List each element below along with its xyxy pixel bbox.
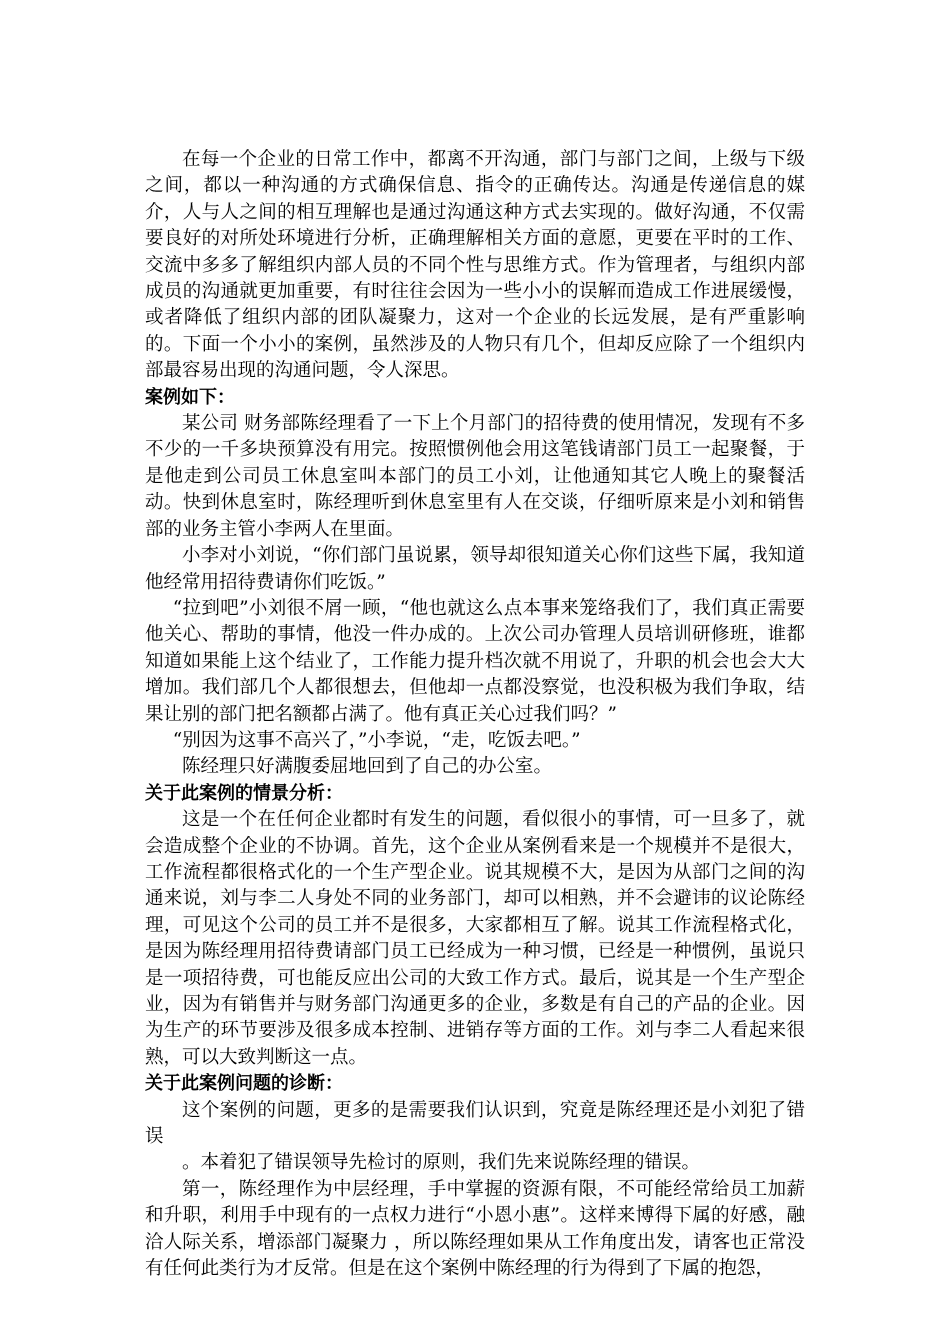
document-page: [145, 147, 805, 1282]
heading-diagnosis: 关于此案例问题的诊断：: [145, 1073, 343, 1095]
heading-case: 案例如下：: [145, 386, 235, 408]
case-paragraph-4: “别因为这事不高兴了，”小李说，“走，吃饭去吧。”: [172, 729, 581, 751]
case-paragraph-1: 某公司 财务部陈经理看了一下上个月部门的招待费的使用情况，发现有不多不少的一千多块预算没有用完。按照惯例他会用这笔钱请部门员工一起聚餐，于是他走到公司员工休息室叫本部门的员工小刘，让他通知其它人晚上的聚餐活动。快到休息室时，陈经理听到休息室里有人在交谈，仔细听原来是小刘和销售部的业务主管小李两人在里面。: [145, 413, 805, 540]
heading-analysis: 关于此案例的情景分析：: [145, 782, 343, 804]
diagnosis-paragraph-3: 第一，陈经理作为中层经理，手中掌握的资源有限，不可能经常给员工加薪和升职，利用手中现有的一点权力进行“小恩小惠”。这样来博得下属的好感，融洽人际关系，增添部门凝聚力 ，所以陈经理如果从工作角度出发，请客也正常没有任何此类行为才反常。但是在这个案例中陈经理的行为得到了下属的抱怨，: [145, 1178, 805, 1280]
case-paragraph-2: 小李对小刘说，“你们部门虽说累，领导却很知道关心你们这些下属，我知道他经常用招待费请你们吃饭。”: [145, 545, 805, 593]
analysis-paragraph-1: 这是一个在任何企业都时有发生的问题，看似很小的事情，可一旦多了，就会造成整个企业的不协调。首先，这个企业从案例看来是一个规模并不是很大，工作流程都很格式化的一个生产型企业。说其规模不大，是因为从部门之间的沟通来说，刘与李二人身处不同的业务部门，却可以相熟，并不会避讳的议论陈经理，可见这个公司的员工并不是很多，大家都相互了解。说其工作流程格式化，是因为陈经理用招待费请部门员工已经成为一种习惯，已经是一种惯例，虽说只是一项招待费，可也能反应出公司的大致工作方式。最后，说其是一个生产型企业，因为有销售并与财务部门沟通更多的企业，多数是有自己的产品的企业。因为生产的环节要涉及很多成本控制、进销存等方面的工作。刘与李二人看起来很熟，可以大致判断这一点。: [145, 809, 805, 1068]
intro-paragraph: 在每一个企业的日常工作中，都离不开沟通，部门与部门之间，上级与下级之间，都以一种沟通的方式确保信息、指令的正确传达。沟通是传递信息的媒介，人与人之间的相互理解也是通过沟通这种方式去实现的。做好沟通，不仅需要良好的对所处环境进行分析，正确理解相关方面的意愿，更要在平时的工作、交流中多多了解组织内部人员的不同个性与思维方式。作为管理者，与组织内部成员的沟通就更加重要，有时往往会因为一些小小的误解而造成工作进展缓慢，或者降低了组织内部的团队凝聚力，这对一个企业的长远发展，是有严重影响的。下面一个小小的案例，虽然涉及的人物只有几个，但却反应除了一个组织内部最容易出现的沟通问题，令人深思。: [145, 149, 805, 382]
case-paragraph-3: “拉到吧”小刘很不屑一顾，“他也就这么点本事来笼络我们了，我们真正需要他关心、帮助的事情，他没一件办成的。上次公司办管理人员培训研修班，谁都知道如果能上这个结业了，工作能力提升档次就不用说了，升职的机会也会大大增加。我们部几个人都很想去，但他却一点都没察觉，也没积极为我们争取，结果让别的部门把名额都占满了。他有真正关心过我们吗？”: [145, 597, 805, 725]
diagnosis-paragraph-2: 。本着犯了错误领导先检讨的原则，我们先来说陈经理的错误。: [182, 1152, 701, 1174]
case-paragraph-5: 陈经理只好满腹委屈地回到了自己的办公室。: [182, 756, 553, 778]
diagnosis-paragraph-1: 这个案例的问题，更多的是需要我们认识到，究竟是陈经理还是小刘犯了错误: [145, 1099, 805, 1148]
